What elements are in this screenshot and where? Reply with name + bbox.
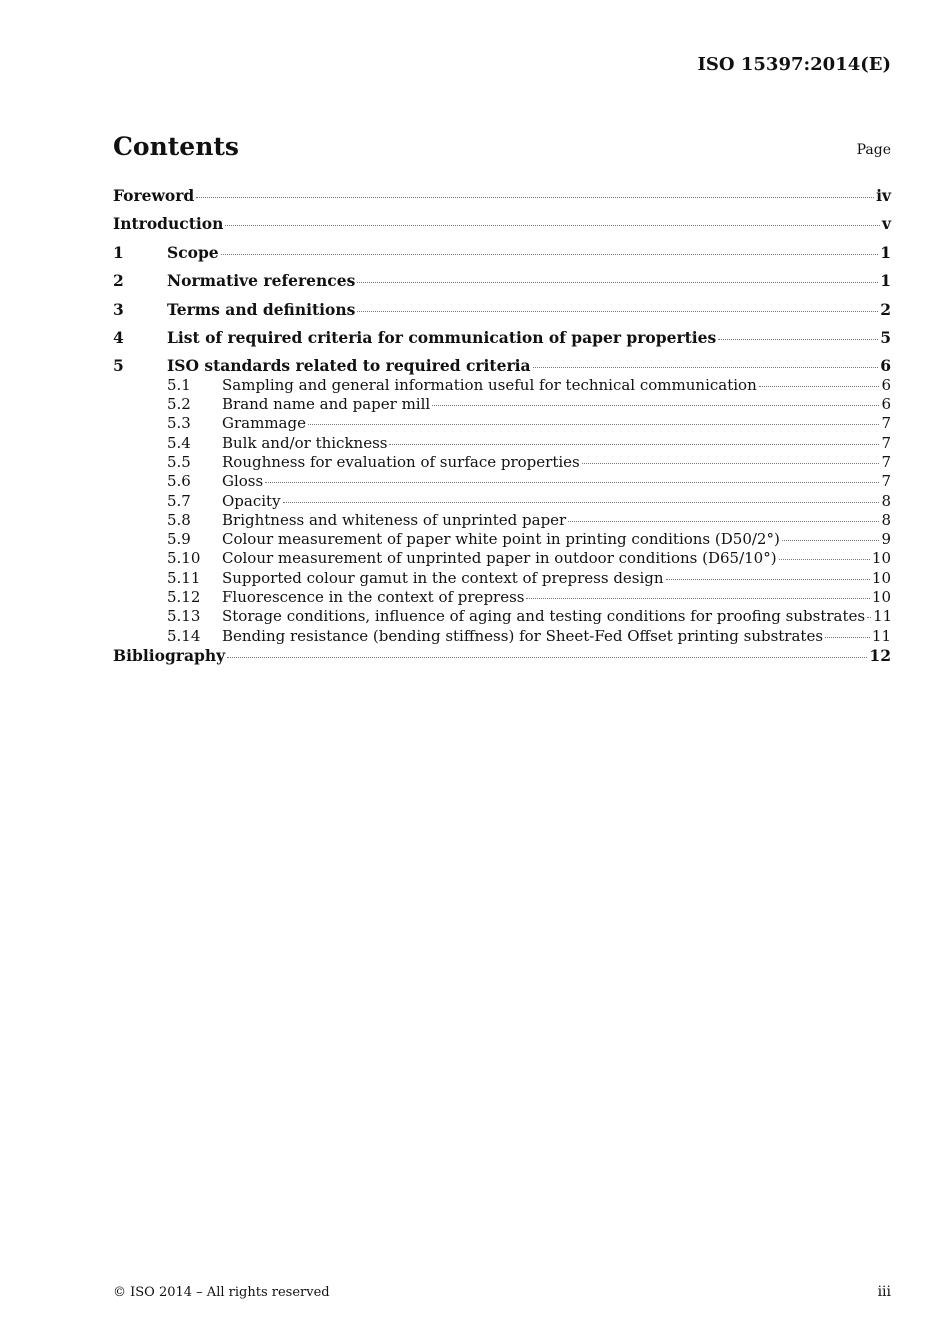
dot-leader — [526, 598, 869, 599]
dot-leader — [582, 463, 880, 464]
toc-entry-number: 5.9 — [167, 530, 191, 549]
toc-entry-title: Opacity — [222, 491, 281, 510]
toc-entry-title: Normative references — [167, 271, 356, 291]
toc-entry[interactable] — [113, 530, 891, 549]
toc-entry-title: Fluorescence in the context of prepress — [222, 588, 525, 606]
dot-leader — [759, 386, 880, 387]
toc-entry[interactable] — [113, 395, 891, 414]
toc-entry-number: 5.11 — [167, 568, 201, 587]
toc-entry[interactable] — [113, 588, 891, 607]
toc-entry[interactable] — [113, 627, 891, 646]
page-column-label: Page — [856, 142, 891, 158]
toc-entry[interactable] — [113, 492, 891, 511]
toc-entry-page: 9 — [881, 530, 891, 549]
footer-copyright: © ISO 2014 – All rights reserved — [113, 1285, 330, 1300]
dot-leader — [389, 444, 879, 445]
dot-leader — [666, 579, 870, 580]
toc-entry[interactable] — [113, 607, 891, 626]
toc-entry-number: 5.6 — [167, 472, 191, 491]
toc-entry[interactable] — [113, 414, 891, 433]
toc-entry-title: Brightness and whiteness of unprinted paper — [222, 510, 567, 529]
toc-entry-page: 8 — [881, 491, 891, 510]
toc-entry[interactable] — [113, 376, 891, 395]
contents-heading: Contents — [113, 132, 240, 161]
toc-entry-page: 7 — [881, 472, 891, 491]
toc-entry-page: 1 — [880, 242, 891, 262]
toc-entry[interactable] — [113, 511, 891, 530]
toc-entry-page: 6 — [880, 356, 891, 376]
dot-leader — [227, 657, 867, 658]
toc-entry[interactable] — [113, 569, 891, 588]
toc-entry-number: 2 — [113, 271, 124, 291]
toc-entry[interactable] — [113, 328, 891, 356]
toc-entry-page: 12 — [869, 645, 891, 665]
toc-entry-number: 3 — [113, 299, 124, 319]
dot-leader — [225, 225, 880, 226]
toc-entry-number: 5.12 — [167, 588, 201, 606]
dot-leader — [718, 339, 878, 340]
toc-entry-title: Storage conditions, influence of aging and testing conditions for proofing substrates — [222, 607, 866, 626]
toc-entry-title: Roughness for evaluation of surface properties — [222, 452, 580, 471]
toc-entry-number: 5.3 — [167, 414, 191, 433]
dot-leader — [825, 637, 870, 638]
toc-entry-number: 5.14 — [167, 626, 201, 645]
toc-entry-page: 1 — [880, 271, 891, 291]
toc-entry-number: 5 — [113, 356, 124, 376]
toc-entry-page: 7 — [881, 414, 891, 433]
dot-leader — [533, 367, 879, 368]
dot-leader — [221, 254, 879, 255]
toc-entry-page: 7 — [881, 452, 891, 471]
document-id: ISO 15397:2014(E) — [697, 54, 891, 75]
toc-entry-page: 2 — [880, 299, 891, 319]
toc-entry-page: v — [881, 214, 891, 234]
dot-leader — [196, 197, 874, 198]
toc-entry-page: 10 — [871, 588, 891, 606]
dot-leader — [308, 424, 879, 425]
toc-entry-page: 11 — [871, 626, 891, 645]
toc-entry-title: Introduction — [113, 214, 224, 234]
toc-entry-title: Grammage — [222, 414, 306, 433]
toc-entry-title: Bibliography — [113, 645, 226, 665]
toc-entry-page: 7 — [881, 433, 891, 452]
toc-entry-title: Bulk and/or thickness — [222, 433, 388, 452]
toc-entry-page: 5 — [880, 327, 891, 347]
toc-entry-number: 5.13 — [167, 607, 201, 626]
toc-entry-title: Terms and definitions — [167, 299, 356, 319]
toc-entry-number: 5.7 — [167, 491, 191, 510]
dot-leader — [867, 617, 871, 618]
toc-entry[interactable] — [113, 434, 891, 453]
toc-entry-number: 5.8 — [167, 510, 191, 529]
toc-entry[interactable] — [113, 186, 891, 214]
toc-entry-title: Brand name and paper mill — [222, 395, 431, 414]
toc-entry[interactable] — [113, 549, 891, 568]
dot-leader — [432, 405, 879, 406]
toc-entry[interactable] — [113, 243, 891, 271]
table-of-contents — [113, 186, 891, 674]
toc-entry-number: 1 — [113, 242, 124, 262]
toc-entry[interactable] — [113, 214, 891, 242]
toc-entry-title: Supported colour gamut in the context of prepress design — [222, 568, 664, 587]
toc-entry-page: 6 — [881, 375, 891, 394]
toc-entry-page: 10 — [871, 568, 891, 587]
toc-entry-number: 5.5 — [167, 452, 191, 471]
toc-entry-page: 6 — [881, 395, 891, 414]
dot-leader — [357, 282, 878, 283]
toc-entry-title: Colour measurement of unprinted paper in outdoor conditions (D65/10°) — [222, 549, 777, 568]
toc-entry-page: iv — [876, 186, 891, 205]
toc-entry-title: Sampling and general information useful for technical communication — [222, 375, 757, 394]
toc-entry-title: Scope — [167, 242, 219, 262]
toc-entry[interactable] — [113, 646, 891, 674]
dot-leader — [782, 540, 880, 541]
toc-entry-number: 4 — [113, 327, 124, 347]
toc-entry-title: Bending resistance (bending stiffness) for Sheet-Fed Offset printing substrates — [222, 626, 824, 645]
toc-entry-title: ISO standards related to required criteria — [167, 356, 531, 376]
toc-entry-title: Foreword — [113, 186, 195, 205]
toc-entry[interactable] — [113, 453, 891, 472]
toc-entry-number: 5.1 — [167, 375, 191, 394]
toc-entry[interactable] — [113, 271, 891, 299]
toc-entry-page: 10 — [871, 549, 891, 568]
dot-leader — [283, 502, 880, 503]
dot-leader — [779, 559, 870, 560]
toc-entry-title: Colour measurement of paper white point in printing conditions (D50/2°) — [222, 530, 780, 549]
dot-leader — [568, 521, 879, 522]
toc-entry-number: 5.2 — [167, 395, 191, 414]
toc-entry[interactable] — [113, 300, 891, 328]
footer-page-number: iii — [877, 1284, 891, 1300]
toc-entry-page: 11 — [873, 607, 893, 626]
toc-entry-page: 8 — [881, 510, 891, 529]
toc-entry-title: List of required criteria for communication of paper properties — [167, 327, 717, 347]
toc-entry-number: 5.10 — [167, 549, 201, 568]
toc-entry-number: 5.4 — [167, 433, 191, 452]
toc-entry[interactable] — [113, 472, 891, 491]
toc-entry-title: Gloss — [222, 472, 264, 491]
dot-leader — [265, 482, 879, 483]
dot-leader — [357, 311, 878, 312]
